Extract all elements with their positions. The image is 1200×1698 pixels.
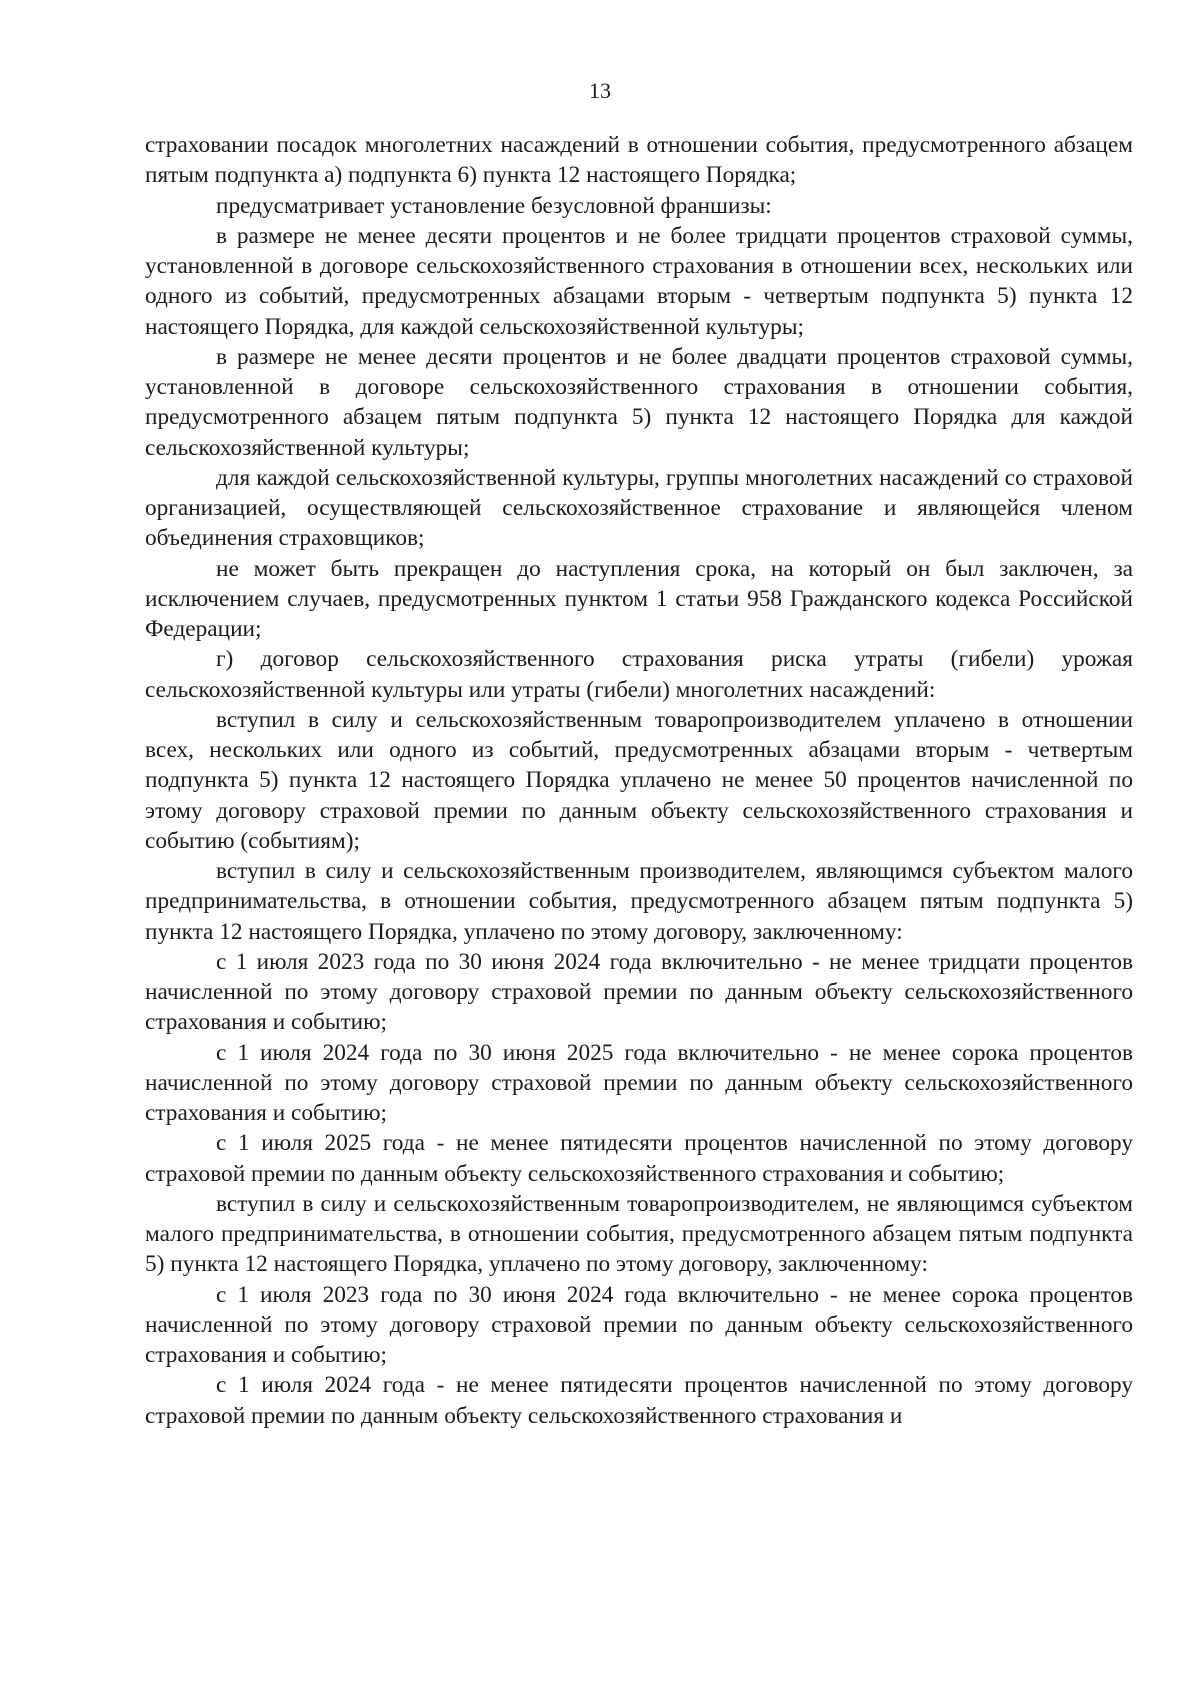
paragraph-truncated: с 1 июля 2024 года - не менее пятидесяти процентов начисленной по этому договору страховой премии по данным объекту сельскохозяйственного страхования и xyxy=(145,1372,1133,1429)
paragraph: г) договор сельскохозяйственного страхования риска утраты (гибели) урожая сельскохозяйственной культуры или утраты (гибели) многолетних насаждений: xyxy=(145,646,1133,703)
paragraph: для каждой сельскохозяйственной культуры, группы многолетних насаждений со страховой организацией, осуществляющей сельскохозяйственное страхование и являющейся членом объединения страховщиков; xyxy=(145,464,1133,552)
paragraph: предусматривает установление безусловной франшизы: xyxy=(216,192,772,219)
paragraph: вступил в силу и сельскохозяйственным товаропроизводителем уплачено в отношении всех, нескольких или одного из событий, предусмотренных абзацами вторым - четвертым подпункта 5) пункта 12 настоящего Порядка уплачено не менее 50 процентов начисленной по этому договору страховой премии по данным объекту сельскохозяйственного страхования и событию (событиям); xyxy=(145,706,1133,854)
paragraph: в размере не менее десяти процентов и не более тридцати процентов страховой суммы, установленной в договоре сельскохозяйственного страхования в отношении всех, нескольких или одного из событий, предусмотренных абзацами вторым - четвертым подпункта 5) пункта 12 настоящего Порядка, для каждой сельскохозяйственной культуры; xyxy=(145,222,1133,340)
paragraph: вступил в силу и сельскохозяйственным товаропроизводителем, не являющимся субъектом малого предпринимательства, в отношении события, предусмотренного абзацем пятым подпункта 5) пункта 12 настоящего Порядка, уплачено по этому договору, заключенному: xyxy=(145,1190,1133,1278)
paragraph: в размере не менее десяти процентов и не более двадцати процентов страховой суммы, установленной в договоре сельскохозяйственного страхования в отношении события, предусмотренного абзацем пятым подпункта 5) пункта 12 настоящего Порядка для каждой сельскохозяйственной культуры; xyxy=(145,343,1133,461)
paragraph: с 1 июля 2024 года по 30 июня 2025 года включительно - не менее сорока процентов начисленной по этому договору страховой премии по данным объекту сельскохозяйственного страхования и событию; xyxy=(145,1039,1133,1126)
paragraph: с 1 июля 2023 года по 30 июня 2024 года включительно - не менее сорока процентов начисленной по этому договору страховой премии по данным объекту сельскохозяйственного страхования и событию; xyxy=(145,1281,1133,1368)
paragraph-continuation: страховании посадок многолетних насаждений в отношении события, предусмотренного абзацем пятым подпункта а) подпункта 6) пункта 12 настоящего Порядка; xyxy=(145,132,1133,189)
document-body xyxy=(145,130,1133,1431)
page-number: 13 xyxy=(589,78,611,103)
paragraph: вступил в силу и сельскохозяйственным производителем, являющимся субъектом малого предпринимательства, в отношении события, предусмотренного абзацем пятым подпункта 5) пункта 12 настоящего Порядка, уплачено по этому договору, заключенному: xyxy=(145,858,1133,945)
paragraph: с 1 июля 2023 года по 30 июня 2024 года включительно - не менее тридцати процентов начисленной по этому договору страховой премии по данным объекту сельскохозяйственного страхования и событию; xyxy=(145,948,1133,1036)
paragraph: не может быть прекращен до наступления срока, на который он был заключен, за исключением случаев, предусмотренных пунктом 1 статьи 958 Гражданского кодекса Российской Федерации; xyxy=(145,555,1133,642)
paragraph: с 1 июля 2025 года - не менее пятидесяти процентов начисленной по этому договору страховой премии по данным объекту сельскохозяйственного страхования и событию; xyxy=(145,1130,1133,1187)
